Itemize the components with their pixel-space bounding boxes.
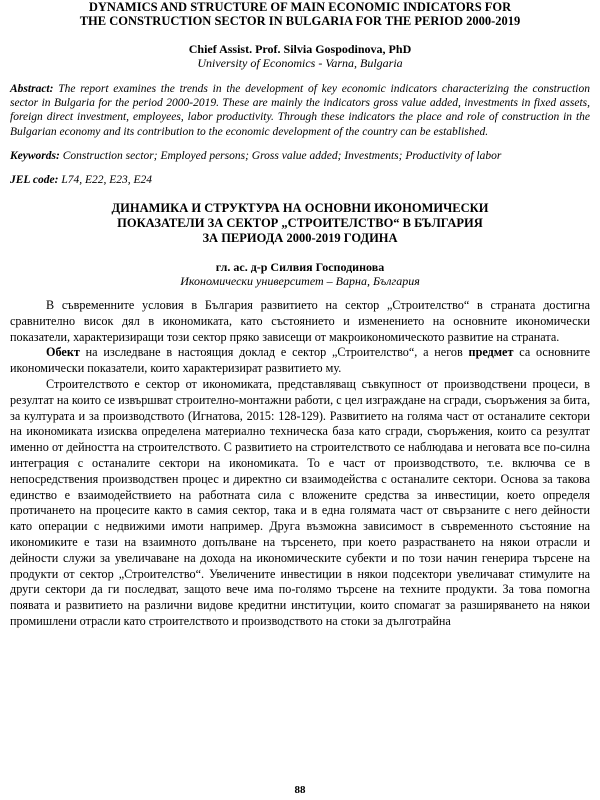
title-bg-line-2: ПОКАЗАТЕЛИ ЗА СЕКТОР „СТРОИТЕЛСТВО“ В БЪЛГАРИЯ <box>117 216 483 231</box>
title-en-line-2: THE CONSTRUCTION SECTOR IN BULGARIA FOR THE PERIOD 2000-2019 <box>79 14 521 28</box>
subject-term: предмет <box>468 345 514 360</box>
paragraph-2-text-1: на изследване в настоящия доклад е сектор „Строителство“, а негов <box>79 345 469 360</box>
abstract-label: Abstract: <box>10 83 54 95</box>
page-number: 88 <box>294 784 306 796</box>
affiliation-bulgarian: Икономически университет – Варна, България <box>180 274 420 289</box>
keywords <box>10 149 590 163</box>
paper-title-english <box>10 0 590 28</box>
author-bulgarian: гл. ас. д-р Силвия Господинова <box>215 260 385 275</box>
jel-text: L74, E22, E23, E24 <box>61 174 153 187</box>
keywords-label: Keywords: <box>10 149 60 162</box>
title-en-line-1: DYNAMICS AND STRUCTURE OF MAIN ECONOMIC INDICATORS FOR <box>88 0 512 14</box>
affiliation-english: University of Economics - Varna, Bulgaria <box>197 56 403 70</box>
author-english: Chief Assist. Prof. Silvia Gospodinova, PhD <box>188 42 412 56</box>
jel-label: JEL code: <box>10 174 59 187</box>
abstract-text: The report examines the trends in the development of key economic indicators characterizing the construction sector in Bulgaria for the period 2000-2019. These are mainly the indicators gross value added, investments in fixed assets, foreign direct investment, employees, labor productivity. Through these indicators the place and role of construction in the Bulgarian economy and its contribution to the economic development of the country can be established. <box>10 83 591 138</box>
abstract <box>10 82 590 139</box>
paragraph-2 <box>10 345 590 377</box>
object-term: Обект <box>46 345 80 360</box>
jel-code <box>10 173 590 187</box>
keywords-text: Construction sector; Employed persons; Gross value added; Investments; Productivity of labor <box>62 149 502 162</box>
paper-title-bulgarian <box>10 201 590 246</box>
paragraph-2-text-2: са основните икономически показатели, които характеризират развитието му. <box>10 345 590 376</box>
title-bg-line-3: ЗА ПЕРИОДА 2000-2019 ГОДИНА <box>202 231 398 246</box>
body-text <box>10 298 590 630</box>
paragraph-3: Строителството е сектор от икономиката, представляващ съвкупност от производствени процеси, в резултат на които се извършват строително-монтажни работи, с цел изграждане на сгради, съоръжения за бита, за културата и за производството (Игнатова, 2015: 128-129). Развитието на голяма част от останалите сектори на икономиката изисква определена материално техническа база като сгради, съоръжения, които са резултат именно от дейността на строителството. С развитието на строителството се наблюдава и неговата все по-силна интеграция с останалите сектори на икономиката. То е част от производството, т.е. включва се в непосредствения производствен процес и директно си взаимодейства с останалите сектори. Основа за такова единство е взаимодействието на работната сила с вложените средства за инвестиции, което определя протичането на процесите както в самия сектор, така и в една голямата част от свързаните с него дейности като операции с недвижими имоти например. Друга възможна зависимост в съвременното състояние на икономиките е тази на взаимното допълване на търсенето, при което разрастването на някои отрасли и дейности служи за увеличаване на дохода на икономическите субекти и по този начин генерира търсене на продукти от сектор „Строителство“. Увеличените инвестиции в някои подсектори увеличават стимулите на други сектори да ги последват, защото вече има по-голямо търсене на техните продукти. За това помогна появата и развитието на различни видове кредитни институции, които спомагат за разширяването на някои промишлени отрасли като строителството и производството на стоки за дълготрайна <box>10 377 590 628</box>
title-bg-line-1: ДИНАМИКА И СТРУКТУРА НА ОСНОВНИ ИКОНОМИЧЕСКИ <box>111 201 489 216</box>
paragraph-1: В съвременните условия в България развитието на сектор „Строителство“ в страната достигна сравнително висок дял в икономиката, като състоянието и изменението на основните икономически показатели, характеризиращи този сектор пряко зависещи от макроикономическото развитие на страната. <box>10 298 590 344</box>
